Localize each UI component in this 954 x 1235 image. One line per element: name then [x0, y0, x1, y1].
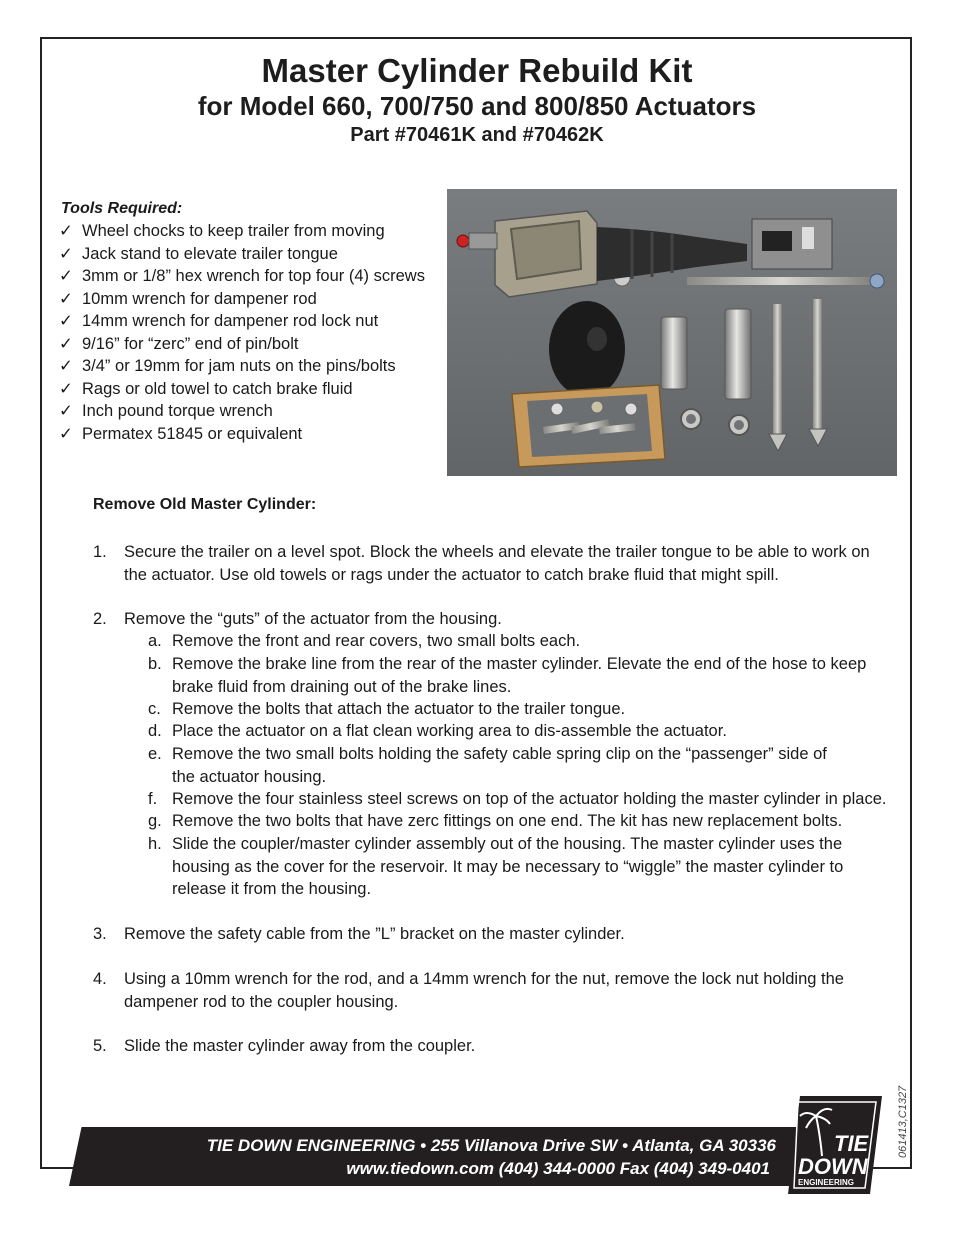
- substep-text-line: Place the actuator on a flat clean working area to dis-assemble the actuator.: [172, 722, 727, 740]
- substep-letter: d.: [148, 722, 162, 740]
- step-number: 5.: [93, 1037, 107, 1055]
- instruction-step: [93, 541, 873, 586]
- checkmark-icon: ✓: [59, 334, 73, 353]
- checkmark-icon: ✓: [59, 267, 73, 285]
- page-subtitle: for Model 660, 700/750 and 800/850 Actuators: [197, 91, 757, 121]
- substep-text-line: Remove the bolts that attach the actuator to the trailer tongue.: [172, 700, 626, 718]
- instruction-step: [93, 1035, 873, 1058]
- tools-list-item: ✓ Wheel chocks to keep trailer from moving: [59, 220, 425, 243]
- tools-list-item: ✓ Inch pound torque wrench: [59, 400, 425, 423]
- tie-down-logo: [786, 1094, 884, 1196]
- instruction-step: [93, 923, 873, 946]
- substep-letter: a.: [148, 632, 162, 650]
- step-number: 1.: [93, 543, 107, 561]
- substep-text-line: the actuator housing.: [172, 767, 327, 786]
- step-number: 2.: [93, 610, 107, 628]
- checkmark-icon: ✓: [59, 289, 73, 308]
- step-text-line: Remove the “guts” of the actuator from the housing.: [124, 610, 502, 628]
- step-text-line: Secure the trailer on a level spot. Block the wheels and elevate the trailer tongue to be able to work on: [124, 543, 870, 561]
- checkmark-icon: ✓: [59, 357, 73, 375]
- instruction-step: [93, 968, 873, 1013]
- tools-list-item: ✓ 9/16” for “zerc” end of pin/bolt: [59, 333, 425, 356]
- tools-required-heading: Tools Required:: [61, 200, 183, 217]
- checkmark-icon: ✓: [59, 402, 73, 420]
- tools-list-item: ✓ 10mm wrench for dampener rod: [59, 288, 425, 311]
- step-text-line: Slide the master cylinder away from the coupler.: [124, 1037, 476, 1055]
- substep-text-line: Remove the brake line from the rear of the master cylinder. Elevate the end of the hose to keep: [172, 655, 867, 673]
- step-text-line: the actuator. Use old towels or rags under the actuator to catch brake fluid that might spill.: [124, 565, 779, 584]
- checkmark-icon: ✓: [59, 424, 73, 443]
- instruction-step: [93, 608, 873, 631]
- substep-letter: g.: [148, 812, 162, 830]
- tools-list-item: ✓ Jack stand to elevate trailer tongue: [59, 243, 425, 266]
- step-number: 3.: [93, 925, 107, 943]
- substep-text-line: Slide the coupler/master cylinder assembly out of the housing. The master cylinder uses the: [172, 835, 843, 853]
- footer-address: TIE DOWN ENGINEERING • 255 Villanova Drive SW • Atlanta, GA 30336: [206, 1136, 776, 1155]
- logo-text-engineering: ENGINEERING: [798, 1178, 855, 1187]
- tools-list-item: ✓ 14mm wrench for dampener rod lock nut: [59, 310, 425, 333]
- substep-letter: b.: [148, 655, 162, 673]
- part-number: Part #70461K and #70462K: [350, 124, 604, 146]
- checkmark-icon: ✓: [59, 244, 73, 263]
- tools-list-item: ✓ 3mm or 1/8” hex wrench for top four (4) screws: [59, 265, 425, 288]
- step-number: 4.: [93, 970, 107, 988]
- section-heading: Remove Old Master Cylinder:: [93, 496, 317, 513]
- tools-list-item: ✓ Permatex 51845 or equivalent: [59, 423, 425, 446]
- substep-letter: c.: [148, 700, 161, 718]
- substep-text-line: Remove the two small bolts holding the safety cable spring clip on the “passenger” side of: [172, 745, 827, 763]
- checkmark-icon: ✓: [59, 222, 73, 240]
- substep-letter: e.: [148, 745, 162, 763]
- substep-text-line: release it from the housing.: [172, 880, 372, 898]
- checkmark-icon: ✓: [59, 312, 73, 330]
- page-title: Master Cylinder Rebuild Kit: [261, 52, 693, 89]
- substep-text-line: Remove the front and rear covers, two small bolts each.: [172, 632, 581, 650]
- substep-text-line: brake fluid from draining out of the brake lines.: [172, 677, 512, 696]
- document-code: 061413,C1327: [897, 1085, 909, 1158]
- logo-text-tie: TIE: [834, 1131, 869, 1156]
- step-text-line: Remove the safety cable from the ”L” bracket on the master cylinder.: [124, 925, 625, 943]
- footer-contact: www.tiedown.com (404) 344-0000 Fax (404) 349-0401: [346, 1159, 770, 1178]
- tools-list-item: ✓ Rags or old towel to catch brake fluid: [59, 378, 425, 401]
- logo-text-down: DOWN: [798, 1154, 868, 1179]
- tools-list: [59, 220, 425, 445]
- step-text-line: dampener rod to the coupler housing.: [124, 992, 399, 1011]
- step-text-line: Using a 10mm wrench for the rod, and a 14mm wrench for the nut, remove the lock nut holding the: [124, 970, 844, 988]
- substep-text-line: Remove the four stainless steel screws on top of the actuator holding the master cylinder in place.: [172, 790, 887, 808]
- substep-letter: h.: [148, 835, 162, 853]
- checkmark-icon: ✓: [59, 379, 73, 398]
- substep-letter: f.: [148, 790, 158, 808]
- tools-list-item: ✓ 3/4” or 19mm for jam nuts on the pins/bolts: [59, 355, 425, 378]
- substep-text-line: Remove the two bolts that have zerc fittings on one end. The kit has new replacement bolts.: [172, 812, 843, 830]
- rebuild-kit-photo: [447, 189, 897, 476]
- substep-text-line: housing as the cover for the reservoir. It may be necessary to “wiggle” the master cylinder to: [172, 857, 844, 876]
